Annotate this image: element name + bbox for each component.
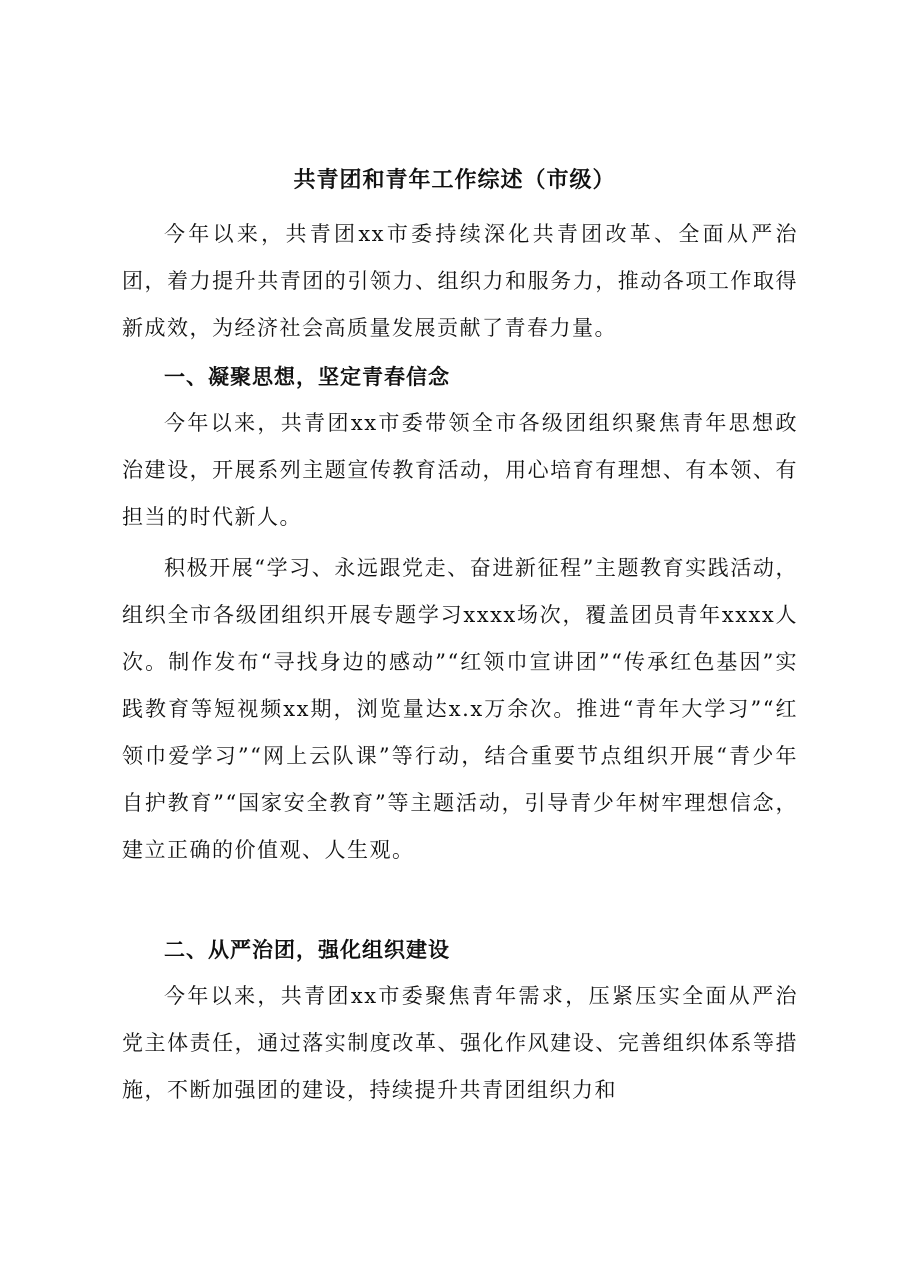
intro-paragraph: 今年以来，共青团xx市委持续深化共青团改革、全面从严治团，着力提升共青团的引领力、组织力和服务力，推动各项工作取得新成效，为经济社会高质量发展贡献了青春力量。 [122,222,798,340]
document-title: 共青团和青年工作综述（市级） [293,167,616,193]
section-2-heading: 二、从严治团，强化组织建设 [164,938,450,962]
section-1-paragraph-2: 积极开展“学习、永远跟党走、奋进新征程”主题教育实践活动，组织全市各级团组织开展专题学习xxxx场次，覆盖团员青年xxxx人次。制作发布“寻找身边的感动”“红领巾宣讲团”“传承红色基因”实践教育等短视频xx期，浏览量达x.x万余次。推进“青年大学习”“红领巾爱学习”“网上云队课”等行动，结合重要节点组织开展“青少年自护教育”“国家安全教育”等主题活动，引导青少年树牢理想信念，建立正确的价值观、人生观。 [122,556,798,862]
section-1-paragraph-1: 今年以来，共青团xx市委带领全市各级团组织聚焦青年思想政治建设，开展系列主题宣传教育活动，用心培育有理想、有本领、有担当的时代新人。 [122,411,798,529]
section-1-heading: 一、凝聚思想，坚定青春信念 [164,365,450,389]
section-2-paragraph-1: 今年以来，共青团xx市委聚焦青年需求，压紧压实全面从严治党主体责任，通过落实制度改革、强化作风建设、完善组织体系等措施，不断加强团的建设，持续提升共青团组织力和 [122,984,798,1102]
